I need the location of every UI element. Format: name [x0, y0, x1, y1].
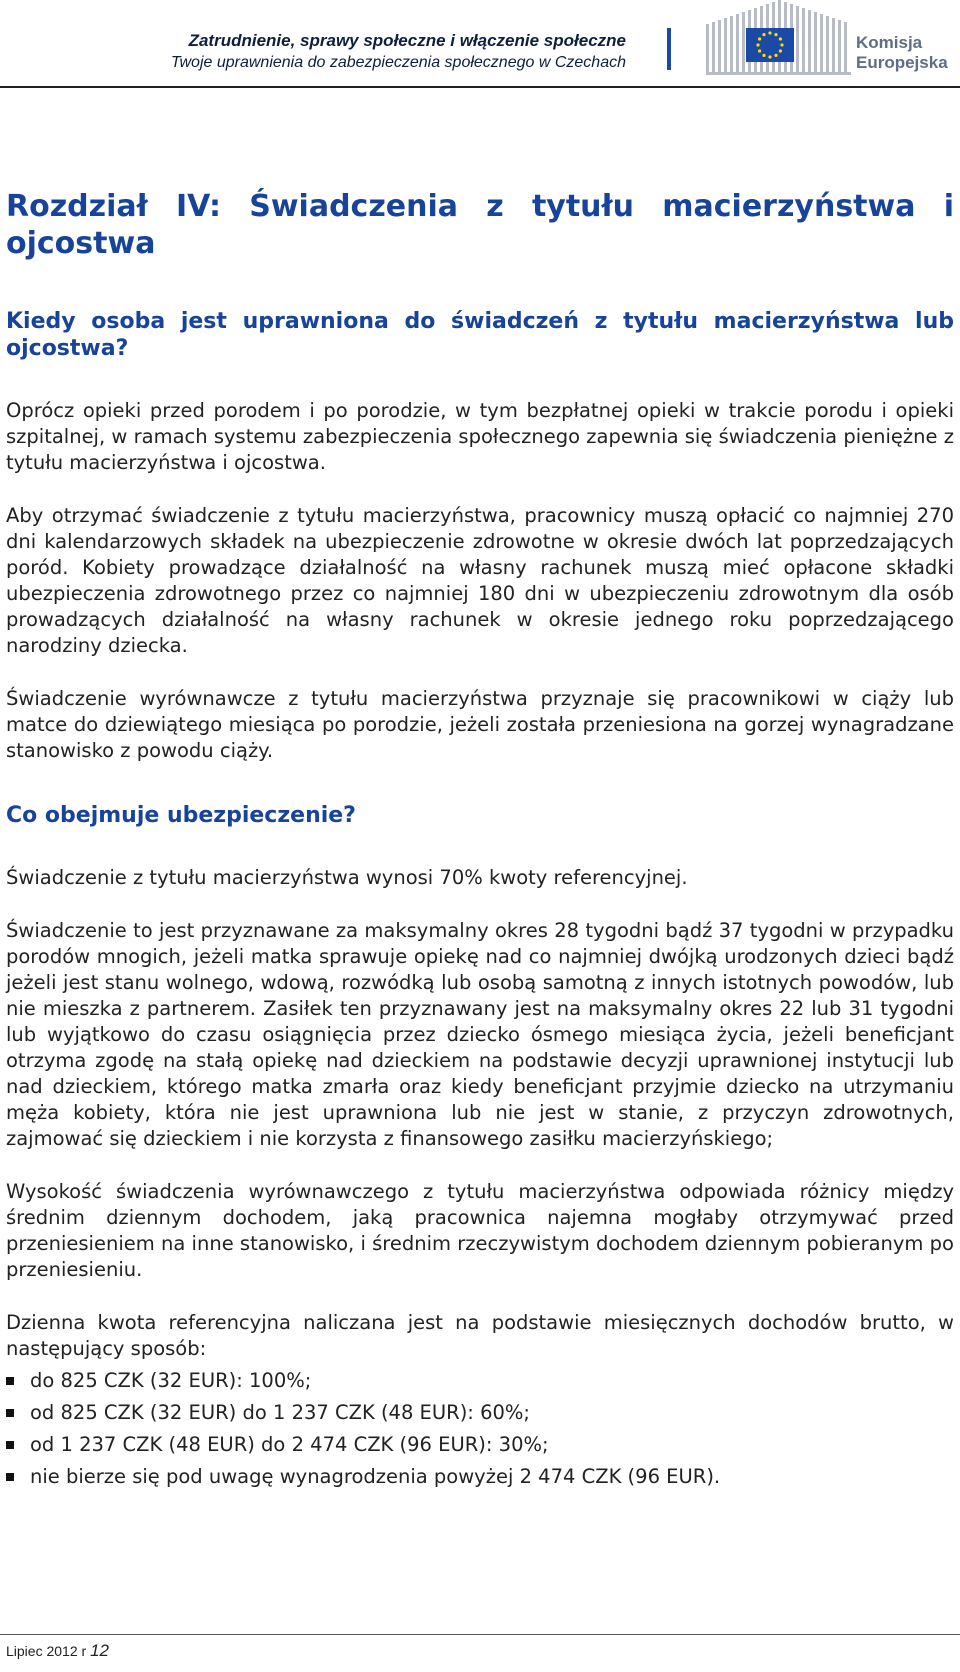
bullet-icon: [6, 1377, 14, 1385]
logo-line1: Komisja: [856, 33, 923, 52]
page-header: [0, 0, 960, 88]
logo-text: [856, 33, 948, 73]
page-number: 12: [90, 1641, 109, 1660]
reference-amount-list: [6, 1368, 954, 1490]
main-content: [6, 188, 954, 1496]
bullet-icon: [6, 1441, 14, 1449]
question-heading-eligibility: Kiedy osoba jest uprawniona do świadczeń z tytułu macierzyństwa lub ojcostwa?: [6, 309, 954, 361]
list-item-text: od 1 237 CZK (48 EUR) do 2 474 CZK (96 EUR): 30%;: [30, 1433, 549, 1456]
paragraph-compensation-amount: Wysokość świadczenia wyrównawczego z tytułu macierzyństwa odpowiada różnicy między średnim dziennym dochodem, jaką pracownica najemna mogłaby otrzymywać przed przeniesieniem na inne stanowisko, i średnim rzeczywistym dochodem dziennym pobieranym po przeniesieniu.: [6, 1180, 954, 1281]
bullet-icon: [6, 1409, 14, 1417]
list-item: [6, 1432, 954, 1458]
header-rule: [0, 86, 960, 88]
header-divider: [667, 28, 671, 70]
footer-date: Lipiec 2012 r: [6, 1643, 87, 1659]
list-item-text: do 825 CZK (32 EUR): 100%;: [30, 1369, 312, 1392]
paragraph-reference-amount: Dzienna kwota referencyjna naliczana jest na podstawie miesięcznych dochodów brutto, w następujący sposób:: [6, 1311, 954, 1360]
header-text: [171, 30, 626, 73]
european-commission-logo: [706, 0, 956, 80]
bullet-icon: [6, 1473, 14, 1481]
paragraph-benefit-rate: Świadczenie z tytułu macierzyństwa wynosi 70% kwoty referencyjnej.: [6, 866, 688, 889]
chapter-title: Rozdział IV: Świadczenia z tytułu macierzyństwa i ojcostwa: [6, 189, 954, 261]
page-footer: [6, 1641, 109, 1661]
commission-building-icon: [706, 0, 856, 80]
paragraph-intro: Oprócz opieki przed porodem i po porodzie, w tym bezpłatnej opieki w trakcie porodu i opieki szpitalnej, w ramach systemu zabezpieczenia społecznego zapewnia się świadczenia pieniężne z tytułu macierzyństwa i ojcostwa.: [6, 399, 954, 474]
list-item-text: od 825 CZK (32 EUR) do 1 237 CZK (48 EUR): 60%;: [30, 1401, 530, 1424]
paragraph-compensation: Świadczenie wyrównawcze z tytułu macierzyństwa przyznaje się pracownikowi w ciąży lub matce do dziewiątego miesiąca po porodzie, jeżeli została przeniesiona na gorzej wynagradzane stanowisko z powodu ciąży.: [6, 687, 954, 762]
list-item: [6, 1464, 954, 1490]
footer-rule: [0, 1634, 960, 1635]
paragraph-benefit-period: Świadczenie to jest przyznawane za maksymalny okres 28 tygodni bądź 37 tygodni w przypadku porodów mnogich, jeżeli matka sprawuje opiekę nad co najmniej dwójką urodzonych dzieci bądź jeżeli jest stanu wolnego, wdową, rozwódką lub osobą samotną z innych istotnych powodów, lub nie mieszka z partnerem. Zasiłek ten przyznawany jest na maksymalny okres 22 lub 31 tygodni lub wyjątkowo do czasu osiągnięcia przez dziecko ósmego miesiąca życia, jeżeli beneficjant otrzyma zgodę na stałą opiekę nad dzieckiem na podstawie decyzji uprawnionej instytucji lub nad dzieckiem, którego matka zmarła oraz kiedy beneficjant przyjmie dziecko na utrzymaniu męża kobiety, która nie jest uprawniona lub nie jest w stanie, z przyczyn zdrowotnych, zajmować się dzieckiem i nie korzysta z finansowego zasiłku macierzyńskiego;: [6, 919, 954, 1150]
question-heading-coverage: Co obejmuje ubezpieczenie?: [6, 803, 356, 828]
logo-line2: Europejska: [856, 53, 948, 72]
paragraph-conditions: Aby otrzymać świadczenie z tytułu macierzyństwa, pracownicy muszą opłacić co najmniej 270 dni kalendarzowych składek na ubezpieczenie zdrowotne w okresie dwóch lat poprzedzających poród. Kobiety prowadzące działalność na własny rachunek muszą mieć opłacone składki ubezpieczenia zdrowotnego przez co najmniej 180 dni w ubezpieczeniu zdrowotnym dla osób prowadzących działalność na własny rachunek w okresie jednego roku poprzedzającego narodziny dziecka.: [6, 504, 954, 657]
list-item-text: nie bierze się pod uwagę wynagrodzenia powyżej 2 474 CZK (96 EUR).: [30, 1465, 721, 1488]
header-title: Zatrudnienie, sprawy społeczne i włączenie społeczne: [188, 31, 626, 50]
header-subtitle: Twoje uprawnienia do zabezpieczenia społecznego w Czechach: [170, 54, 626, 71]
eu-flag-icon: [746, 28, 794, 62]
list-item: [6, 1368, 954, 1394]
list-item: [6, 1400, 954, 1426]
